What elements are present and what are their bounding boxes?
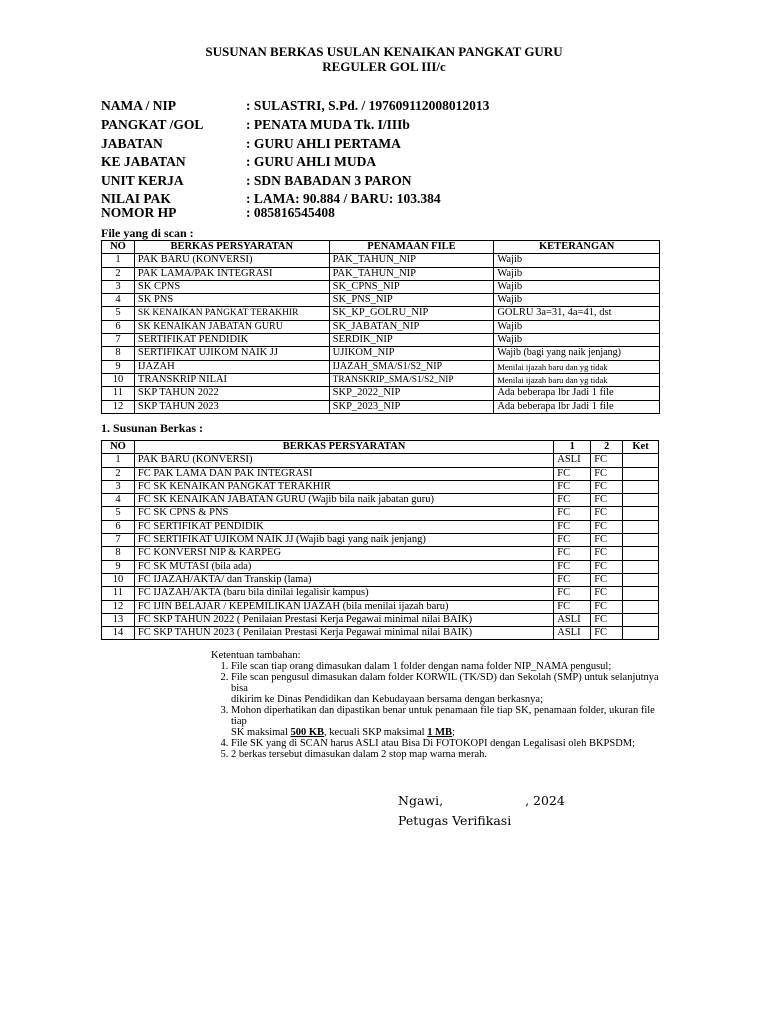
table-row <box>102 307 660 320</box>
row-document: FC SKP TAHUN 2022 ( Penilaian Prestasi Kerja Pegawai minimal nilai BAIK) <box>134 613 553 626</box>
table-row <box>102 360 660 373</box>
section-1-label: 1. Susunan Berkas : <box>101 421 204 435</box>
row-document: SK KENAIKAN PANGKAT TERAKHIR <box>134 307 329 320</box>
info-label: NAMA / NIP <box>101 98 176 113</box>
row-remarks: Menilai ijazah baru dan yg tidak <box>494 373 660 386</box>
row-document: FC SKP TAHUN 2023 ( Penilaian Prestasi Kerja Pegawai minimal nilai BAIK) <box>134 627 553 640</box>
note-item <box>231 705 661 738</box>
row-remarks: Wajib <box>494 334 660 347</box>
row-remarks: Wajib <box>494 254 660 267</box>
row-copy-1: FC <box>554 600 591 613</box>
note-text-continued: dikirim ke Dinas Pendidikan dan Kebudayaan bersama dengan berkasnya; <box>231 694 543 705</box>
row-file-name: SKP_2022_NIP <box>329 387 494 400</box>
row-document: FC SERTIFIKAT UJIKOM NAIK JJ (Wajib bagi yang naik jenjang) <box>134 534 553 547</box>
row-remarks: Wajib <box>494 320 660 333</box>
row-no: 6 <box>102 520 135 533</box>
table-row <box>102 334 660 347</box>
row-copy-1: ASLI <box>554 613 591 626</box>
row-copy-2: FC <box>591 547 623 560</box>
row-file-name: SK_KP_GOLRU_NIP <box>329 307 494 320</box>
table-row <box>102 320 660 333</box>
row-document: SK KENAIKAN JABATAN GURU <box>134 320 329 333</box>
header-copy-2: 2 <box>591 441 623 454</box>
row-copy-1: ASLI <box>554 454 591 467</box>
row-file-name: SK_CPNS_NIP <box>329 280 494 293</box>
table-row <box>102 507 659 520</box>
signature-place: Ngawi, <box>398 793 444 808</box>
row-copy-2: FC <box>591 467 623 480</box>
row-no: 8 <box>102 347 135 360</box>
row-document: PAK LAMA/PAK INTEGRASI <box>134 267 329 280</box>
row-no: 13 <box>102 613 135 626</box>
note-text: Mohon diperhatikan dan dipastikan benar untuk penamaan file tiap SK, penamaan folder, ukuran file tiap <box>231 705 655 727</box>
note-text: File scan pengusul dimasukan dalam folder KORWIL (TK/SD) dan Sekolah (SMP) untuk selanjutnya bisa <box>231 672 659 694</box>
row-copy-1: FC <box>554 547 591 560</box>
info-value: : SDN BABADAN 3 PARON <box>246 172 412 188</box>
table-row <box>102 534 659 547</box>
row-no: 2 <box>102 467 135 480</box>
info-label: NILAI PAK <box>101 191 171 206</box>
document-subtitle: REGULER GOL III/c <box>322 59 446 74</box>
table-row <box>102 254 660 267</box>
row-copy-1: FC <box>554 573 591 586</box>
header-no: NO <box>102 441 135 454</box>
row-document: FC KONVERSI NIP & KARPEG <box>134 547 553 560</box>
row-copy-2: FC <box>591 494 623 507</box>
info-value: : SULASTRI, S.Pd. / 197609112008012013 <box>246 98 490 113</box>
header-no: NO <box>102 241 135 254</box>
row-document: PAK BARU (KONVERSI) <box>134 454 553 467</box>
row-document: FC SK CPNS & PNS <box>134 507 553 520</box>
row-no: 7 <box>102 334 135 347</box>
row-document: PAK BARU (KONVERSI) <box>134 254 329 267</box>
document-title: SUSUNAN BERKAS USULAN KENAIKAN PANGKAT GURU <box>205 44 563 59</box>
row-no: 11 <box>102 587 135 600</box>
row-no: 2 <box>102 267 135 280</box>
info-label: PANGKAT /GOL <box>101 116 204 132</box>
scan-label: File yang di scan : <box>101 226 194 240</box>
note-text-continued: ; <box>451 727 455 738</box>
row-no: 10 <box>102 573 135 586</box>
row-no: 6 <box>102 320 135 333</box>
table-row <box>102 400 660 413</box>
row-document: FC SK KENAIKAN JABATAN GURU (Wajib bila naik jabatan guru) <box>134 494 553 507</box>
row-copy-2: FC <box>591 480 623 493</box>
table-row <box>102 347 660 360</box>
row-copy-2: FC <box>591 534 623 547</box>
table-row <box>102 454 659 467</box>
table-header-row <box>102 241 660 254</box>
table-row <box>102 467 659 480</box>
row-copy-2: FC <box>591 627 623 640</box>
note-item <box>231 749 661 760</box>
row-notes <box>623 627 659 640</box>
header-notes: Ket <box>623 441 659 454</box>
note-item <box>231 661 661 672</box>
row-copy-2: FC <box>591 520 623 533</box>
row-document: FC PAK LAMA DAN PAK INTEGRASI <box>134 467 553 480</box>
document-order-table <box>101 440 659 640</box>
row-copy-1: FC <box>554 494 591 507</box>
table-header-row <box>102 441 659 454</box>
info-label: UNIT KERJA <box>101 172 184 188</box>
table-row <box>102 494 659 507</box>
header-document: BERKAS PERSYARATAN <box>134 441 553 454</box>
row-document: IJAZAH <box>134 360 329 373</box>
note-text: File scan tiap orang dimasukan dalam 1 folder dengan nama folder NIP_NAMA pengusul; <box>231 661 612 672</box>
row-no: 3 <box>102 480 135 493</box>
row-notes <box>623 494 659 507</box>
max-size-skf: 500 KB <box>290 727 325 738</box>
row-no: 7 <box>102 534 135 547</box>
row-notes <box>623 587 659 600</box>
row-no: 1 <box>102 454 135 467</box>
row-remarks: Wajib (bagi yang naik jenjang) <box>494 347 660 360</box>
table-row <box>102 267 660 280</box>
info-value: : GURU AHLI MUDA <box>246 154 377 169</box>
header-copy-1: 1 <box>554 441 591 454</box>
row-document: FC SK KENAIKAN PANGKAT TERAKHIR <box>134 480 553 493</box>
notes-heading: Ketentuan tambahan: <box>211 650 301 661</box>
row-notes <box>623 534 659 547</box>
row-copy-1: FC <box>554 534 591 547</box>
table-row <box>102 587 659 600</box>
row-file-name: SK_PNS_NIP <box>329 294 494 307</box>
table-row <box>102 480 659 493</box>
table-row <box>102 627 659 640</box>
row-no: 10 <box>102 373 135 386</box>
row-copy-2: FC <box>591 613 623 626</box>
info-value: : GURU AHLI PERTAMA <box>246 135 401 151</box>
table-row <box>102 600 659 613</box>
info-label: KE JABATAN <box>101 154 186 169</box>
row-no: 9 <box>102 560 135 573</box>
row-document: SKP TAHUN 2022 <box>134 387 329 400</box>
header-remarks: KETERANGAN <box>494 241 660 254</box>
row-copy-2: FC <box>591 507 623 520</box>
signature-role: Petugas Verifikasi <box>398 813 512 828</box>
row-copy-1: FC <box>554 507 591 520</box>
note-text-continued: , kecuali SKP maksimal <box>324 727 428 738</box>
note-text: File SK yang di SCAN harus ASLI atau Bisa Di FOTOKOPI dengan Legalisasi oleh BKPSDM; <box>231 738 636 749</box>
row-document: FC IJAZAH/AKTA/ dan Transkip (lama) <box>134 573 553 586</box>
note-item <box>231 672 661 705</box>
row-no: 14 <box>102 627 135 640</box>
row-remarks: Ada beberapa lbr Jadi 1 file <box>494 387 660 400</box>
row-no: 5 <box>102 307 135 320</box>
row-no: 12 <box>102 600 135 613</box>
row-remarks: Wajib <box>494 267 660 280</box>
info-value: : 085816545408 <box>246 205 335 220</box>
row-notes <box>623 547 659 560</box>
row-remarks: GOLRU 3a=31, 4a=41, dst <box>494 307 660 320</box>
row-notes <box>623 480 659 493</box>
row-document: TRANSKRIP NILAI <box>134 373 329 386</box>
additional-notes <box>211 650 661 760</box>
table-row <box>102 613 659 626</box>
row-copy-1: FC <box>554 560 591 573</box>
max-size-skp: 1 MB <box>427 727 452 738</box>
info-value: : PENATA MUDA Tk. I/IIIb <box>246 116 410 132</box>
note-item <box>231 738 661 749</box>
row-file-name: SKP_2023_NIP <box>329 400 494 413</box>
row-no: 9 <box>102 360 135 373</box>
row-document: SERTIFIKAT UJIKOM NAIK JJ <box>134 347 329 360</box>
row-notes <box>623 454 659 467</box>
row-document: FC SERTIFIKAT PENDIDIK <box>134 520 553 533</box>
info-label: NOMOR HP <box>101 205 177 220</box>
row-notes <box>623 573 659 586</box>
info-value: : LAMA: 90.884 / BARU: 103.384 <box>246 191 441 206</box>
notes-list <box>211 661 661 760</box>
note-text-continued: SK maksimal <box>231 727 291 738</box>
table-row <box>102 520 659 533</box>
row-document: SK PNS <box>134 294 329 307</box>
row-copy-2: FC <box>591 600 623 613</box>
note-text: 2 berkas tersebut dimasukan dalam 2 stop map warna merah. <box>231 749 488 760</box>
row-document: FC IJIN BELAJAR / KEPEMILIKAN IJAZAH (bila menilai ijazah baru) <box>134 600 553 613</box>
scan-files-table <box>101 240 660 414</box>
row-notes <box>623 507 659 520</box>
row-no: 3 <box>102 280 135 293</box>
row-notes <box>623 560 659 573</box>
row-remarks: Wajib <box>494 280 660 293</box>
table-row <box>102 280 660 293</box>
row-copy-1: FC <box>554 520 591 533</box>
info-label: JABATAN <box>101 135 163 151</box>
table-row <box>102 547 659 560</box>
table-row <box>102 560 659 573</box>
header-file-name: PENAMAAN FILE <box>329 241 494 254</box>
row-copy-1: FC <box>554 587 591 600</box>
row-document: FC IJAZAH/AKTA (baru bila dinilai legalisir kampus) <box>134 587 553 600</box>
row-file-name: TRANSKRIP_SMA/S1/S2_NIP <box>329 373 494 386</box>
row-file-name: PAK_TAHUN_NIP <box>329 267 494 280</box>
row-copy-2: FC <box>591 573 623 586</box>
row-copy-2: FC <box>591 587 623 600</box>
row-remarks: Ada beberapa lbr Jadi 1 file <box>494 400 660 413</box>
row-remarks: Menilai ijazah baru dan yg tidak <box>494 360 660 373</box>
row-notes <box>623 600 659 613</box>
row-no: 11 <box>102 387 135 400</box>
row-notes <box>623 467 659 480</box>
row-no: 12 <box>102 400 135 413</box>
row-copy-2: FC <box>591 560 623 573</box>
header-document: BERKAS PERSYARATAN <box>134 241 329 254</box>
row-copy-1: FC <box>554 480 591 493</box>
row-file-name: PAK_TAHUN_NIP <box>329 254 494 267</box>
row-copy-1: FC <box>554 467 591 480</box>
row-file-name: IJAZAH_SMA/S1/S2_NIP <box>329 360 494 373</box>
row-remarks: Wajib <box>494 294 660 307</box>
row-no: 4 <box>102 294 135 307</box>
row-file-name: SERDIK_NIP <box>329 334 494 347</box>
table-row <box>102 573 659 586</box>
row-file-name: UJIKOM_NIP <box>329 347 494 360</box>
row-document: SERTIFIKAT PENDIDIK <box>134 334 329 347</box>
row-copy-1: ASLI <box>554 627 591 640</box>
row-document: SKP TAHUN 2023 <box>134 400 329 413</box>
signature-place-date <box>398 793 565 808</box>
table-row <box>102 387 660 400</box>
row-no: 4 <box>102 494 135 507</box>
row-file-name: SK_JABATAN_NIP <box>329 320 494 333</box>
row-document: SK CPNS <box>134 280 329 293</box>
row-no: 1 <box>102 254 135 267</box>
row-no: 8 <box>102 547 135 560</box>
row-notes <box>623 613 659 626</box>
row-no: 5 <box>102 507 135 520</box>
table-row <box>102 373 660 386</box>
table-row <box>102 294 660 307</box>
row-document: FC SK MUTASI (bila ada) <box>134 560 553 573</box>
signature-year: , 2024 <box>525 793 565 808</box>
row-copy-2: FC <box>591 454 623 467</box>
row-notes <box>623 520 659 533</box>
